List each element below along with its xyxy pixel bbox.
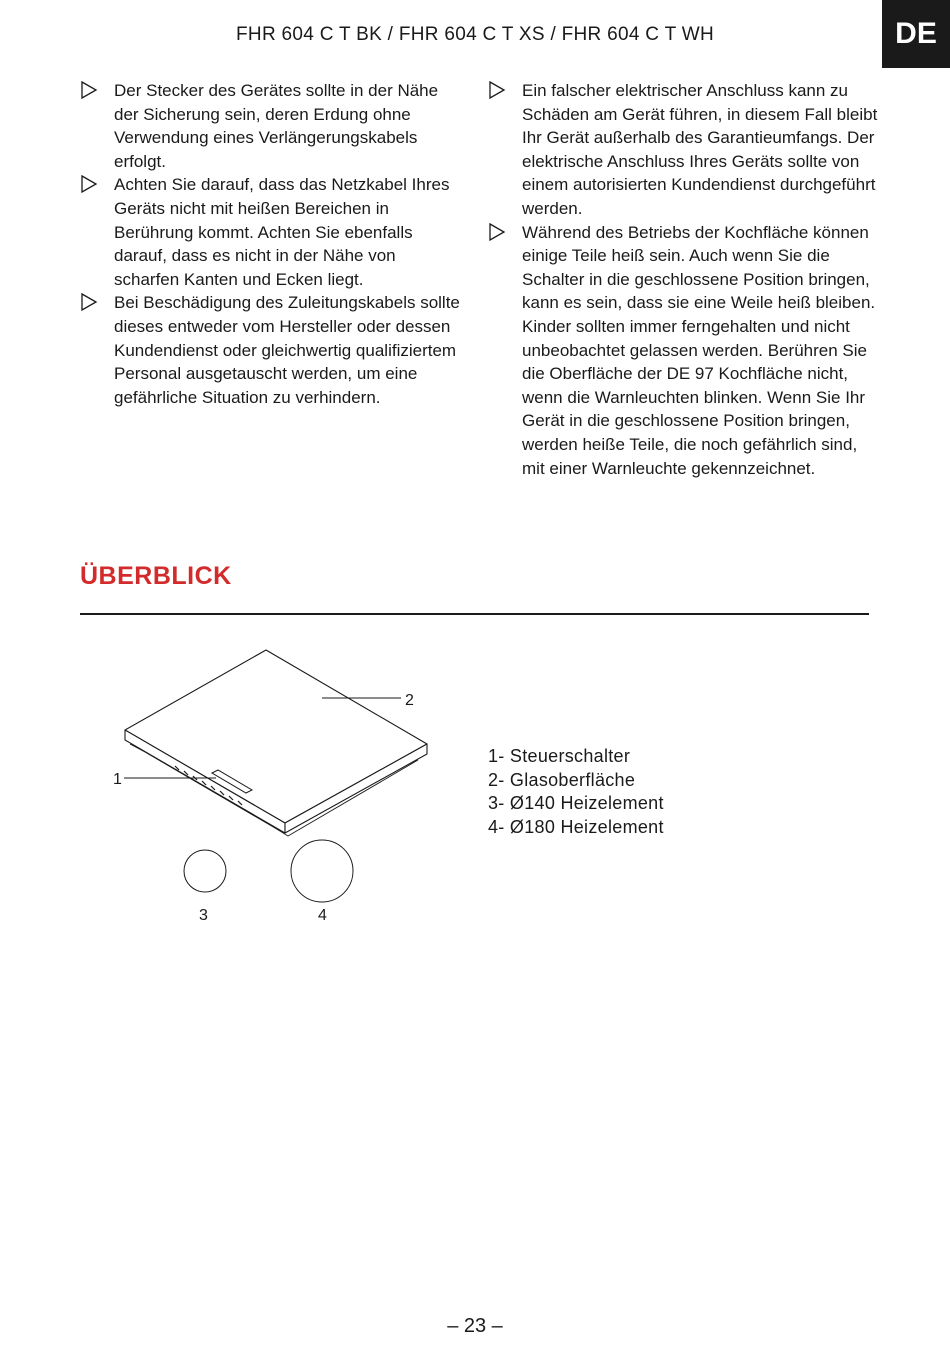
bullet-text: Achten Sie darauf, dass das Netzkabel Ihres Geräts nicht mit heißen Bereichen in Berührung kommt. Achten Sie ebenfalls darauf, dass es nicht in der Nähe von scharfen Kanten und Ecken liegt. [114,175,450,289]
bullet-text: Bei Beschädigung des Zuleitungskabels sollte dieses entweder vom Hersteller oder dessen Kundendienst oder gleichwertig qualifiziertem Personal ausgetauscht werden, um eine gefährliche Situation zu verhindern. [114,293,460,407]
bullet-text: Der Stecker des Gerätes sollte in der Nähe der Sicherung sein, deren Erdung ohne Verwendung eines Verlängerungskabels erfolgt. [114,81,439,171]
left-text-column [80,79,465,409]
bullet-item [488,221,878,481]
cooktop-diagram [100,640,440,930]
page-number: – 23 – [447,1315,503,1337]
overview-legend [488,745,664,839]
section-divider [80,613,869,615]
triangle-bullet-icon [80,80,98,100]
legend-item: 1- Steuerschalter [488,746,631,766]
legend-item: 3- Ø140 Heizelement [488,793,664,814]
callout-label-2: 2 [405,692,414,709]
triangle-bullet-icon [80,292,98,312]
bullet-item [80,79,465,173]
right-text-column [488,79,878,480]
glass-surface [125,650,427,823]
triangle-bullet-icon [488,80,506,100]
section-title-overview: ÜBERBLICK [80,562,232,590]
document-header-title: FHR 604 C T BK / FHR 604 C T XS / FHR 604 C T WH [236,24,714,45]
language-badge: DE [882,0,950,68]
heating-element-180 [291,840,353,902]
bullet-text: Während des Betriebs der Kochfläche können einige Teile heiß sein. Auch wenn Sie die Schalter in die geschlossene Position bringen, kann es sein, dass sie eine Weile heiß bleiben. Kinder sollten immer ferngehalten und nicht unbeobachtet gelassen werden. Berühren Sie die Oberfläche der DE 97 Kochfläche nicht, wenn die Warnleuchten blinken. Wenn Sie Ihr Gerät in die geschlossene Position bringen, werden heiße Teile, die noch gefährlich sind, mit einer Warnleuchte gekennzeichnet. [522,222,876,478]
bullet-item [80,291,465,409]
heating-element-140 [184,850,226,892]
callout-label-1: 1 [113,771,122,788]
callout-label-4: 4 [318,907,327,924]
legend-item: 2- Glasoberfläche [488,769,636,790]
bullet-text: Ein falscher elektrischer Anschluss kann zu Schäden am Gerät führen, in diesem Fall bleibt Ihr Gerät außerhalb des Garantieumfangs. Der elektrische Anschluss Ihres Geräts sollte von einem autorisierten Kundendienst durchgeführt werden. [522,81,878,218]
triangle-bullet-icon [488,222,506,242]
bullet-item [488,79,878,221]
legend-item: 4- Ø180 Heizelement [488,816,664,837]
bullet-item [80,173,465,291]
callout-label-3: 3 [199,907,208,924]
triangle-bullet-icon [80,174,98,194]
